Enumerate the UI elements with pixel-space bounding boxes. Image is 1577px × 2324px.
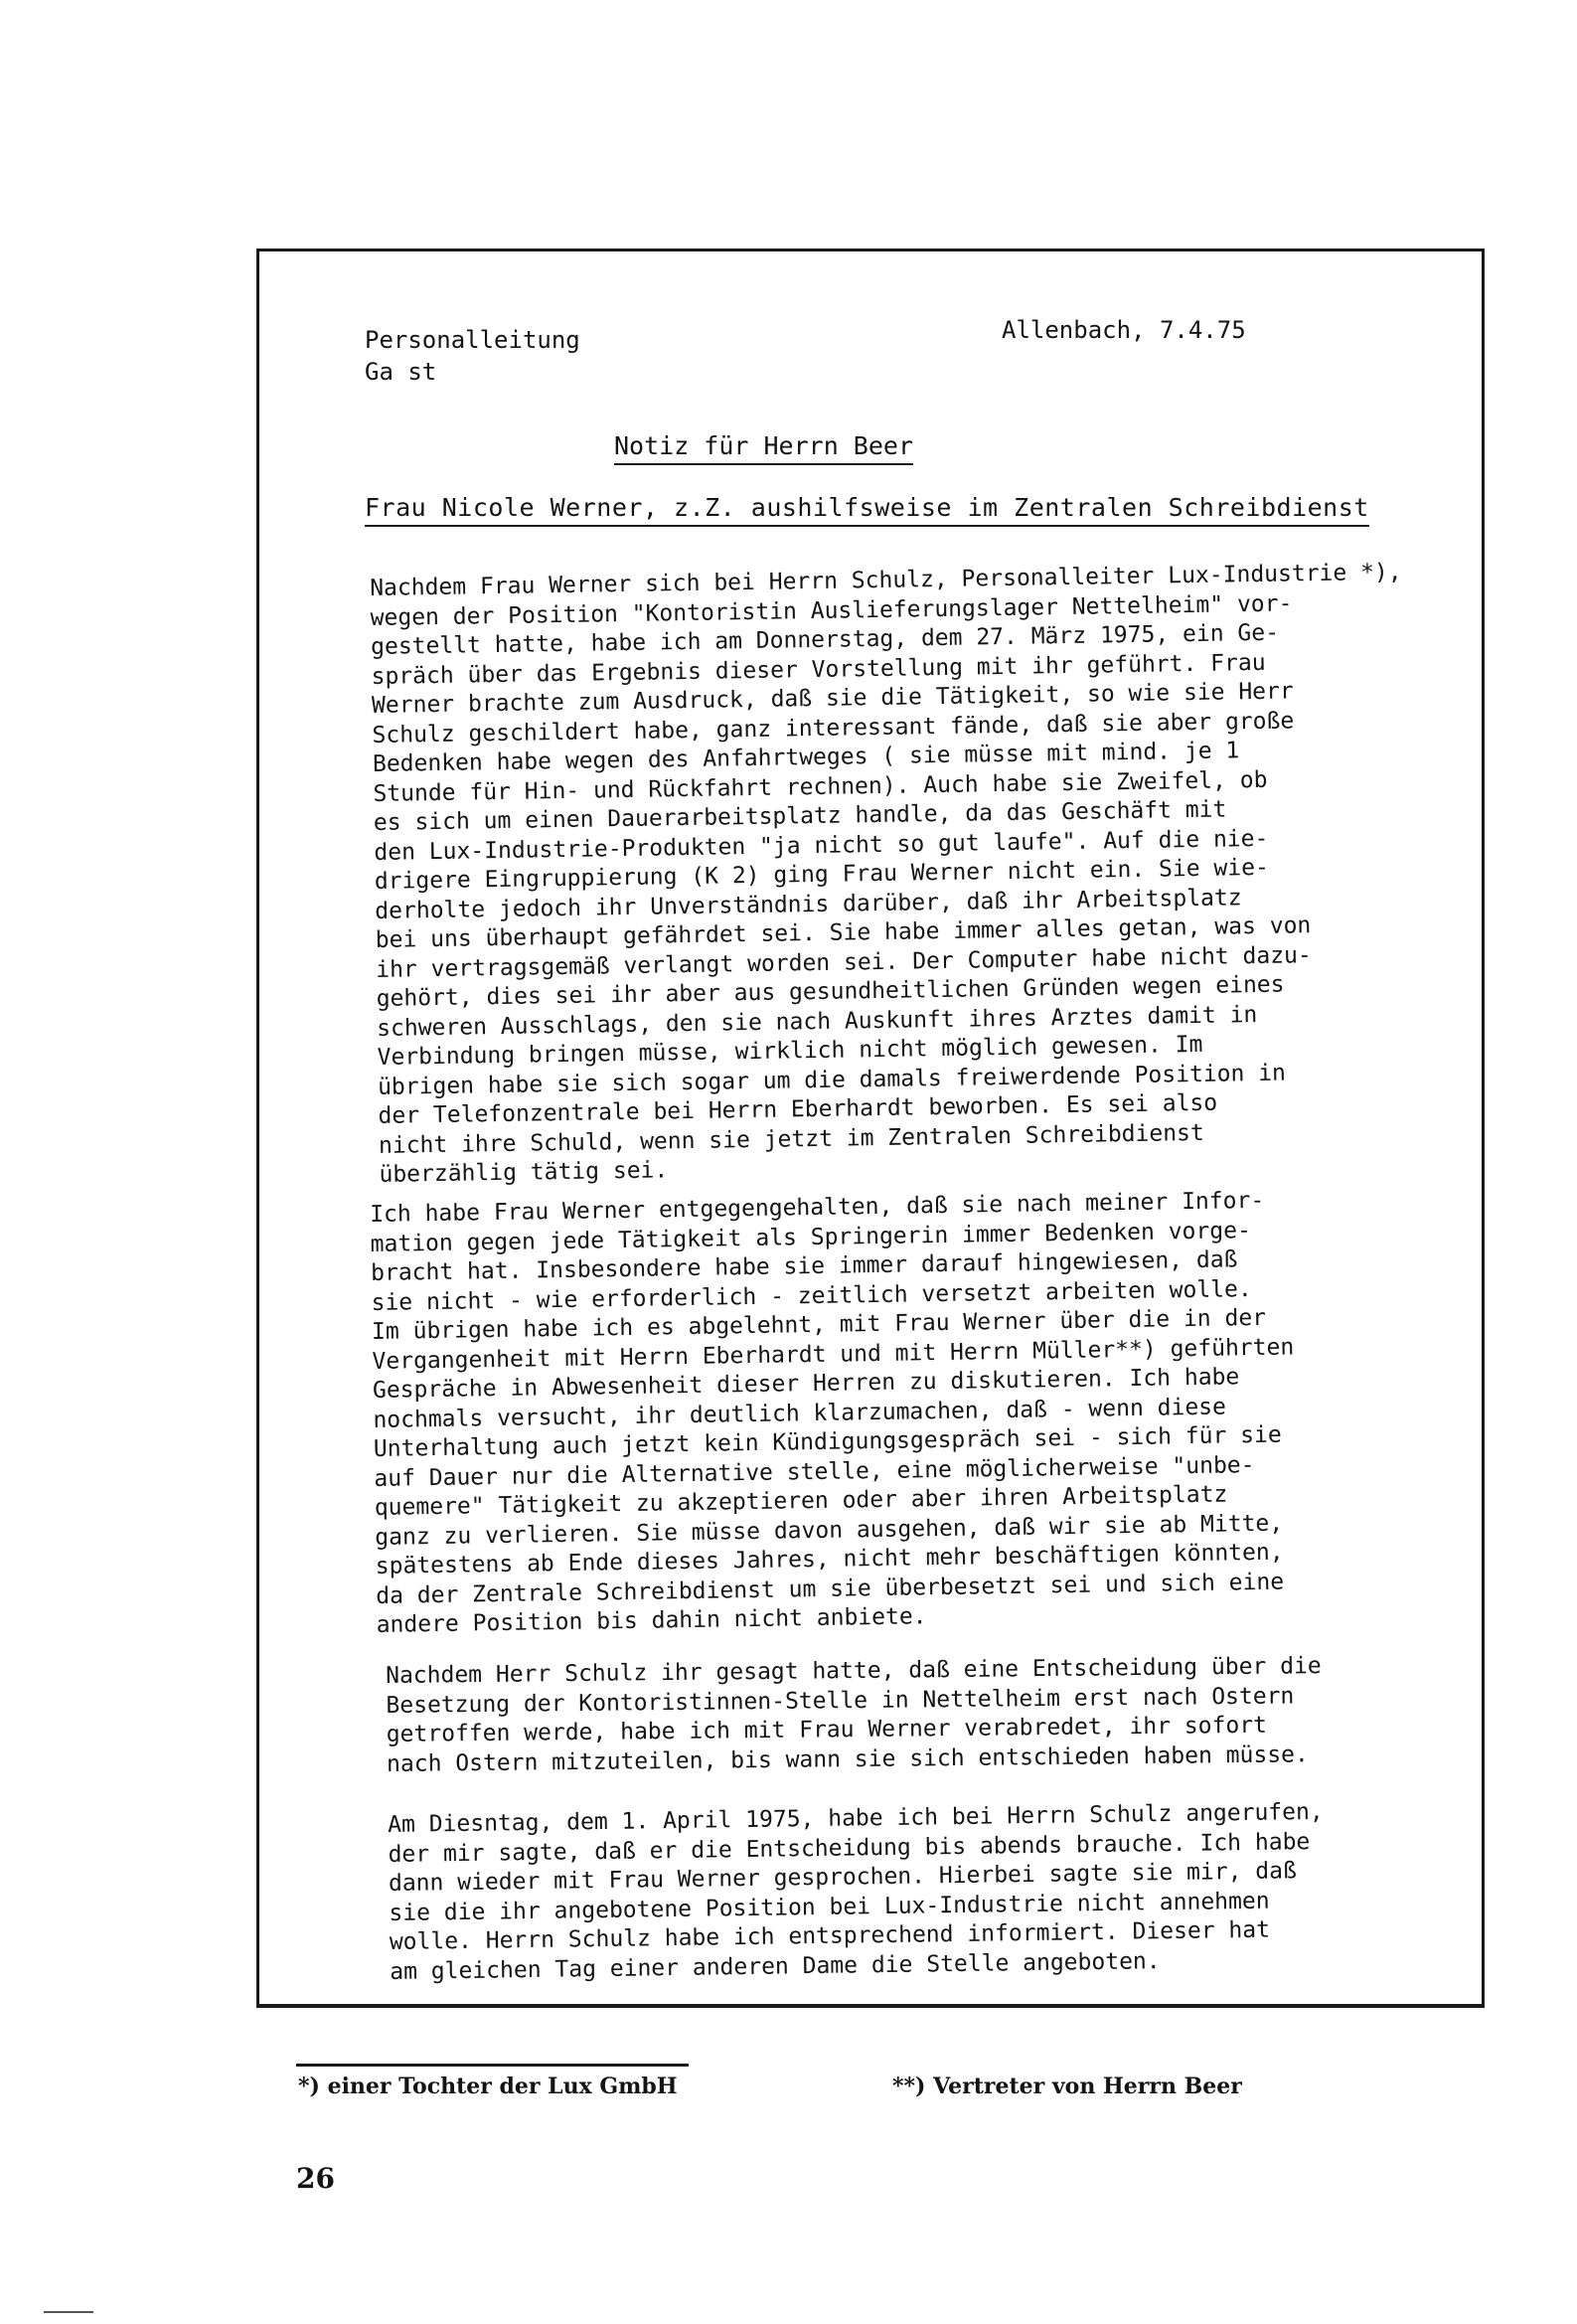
text-line: andere Position bis dahin nicht anbiete. — [376, 1603, 927, 1638]
memo-title: Notiz für Herrn Beer — [614, 431, 913, 465]
memo-title-wrap — [0, 431, 1577, 465]
memo-subject: Frau Nicole Werner, z.Z. aushilfsweise im Zentralen Schreibdienst — [365, 493, 1369, 527]
text-line: Bedenken habe wegen des Anfahrtweges ( sie müsse mit mind. je 1 — [372, 738, 1240, 777]
text-line: Verbindung bringen müsse, wirklich nicht möglich gewesen. Im — [377, 1031, 1203, 1071]
text-line: gestellt hatte, habe ich am Donnerstag, dem 27. März 1975, ein Ge- — [370, 619, 1280, 660]
sender-initials: Ga st — [365, 358, 437, 386]
text-line: ganz zu verlieren. Sie müsse davon ausgehen, daß wir sie ab Mitte, — [375, 1510, 1284, 1551]
text-line: überzählig tätig sei. — [379, 1157, 669, 1188]
body-paragraph-4 — [388, 1797, 1383, 1987]
text-line: dann wieder mit Frau Werner gesprochen. Hierbei sagte sie mir, daß — [388, 1858, 1298, 1897]
text-line: bei uns überhaupt gefährdet sei. Sie habe immer alles getan, was von — [375, 913, 1312, 953]
footnote-1: *) einer Tochter der Lux GmbH — [298, 2074, 678, 2099]
text-line: bracht hat. Insbesondere habe sie immer darauf hingewiesen, daß — [370, 1246, 1238, 1286]
text-line: Nachdem Frau Werner sich bei Herrn Schulz, Personalleiter Lux-Industrie *), — [370, 559, 1402, 601]
text-line: Am Diesntag, dem 1. April 1975, habe ich bei Herrn Schulz angerufen, — [388, 1798, 1324, 1838]
text-line: Besetzung der Kontoristinnen-Stelle in Nettelheim erst nach Ostern — [386, 1682, 1295, 1719]
text-line: übrigen habe sie sich sogar um die damals freiwerdende Position in — [377, 1060, 1287, 1100]
text-line: Im übrigen habe ich es abgelehnt, mit Frau Werner über die in der — [371, 1304, 1267, 1345]
text-line: nicht ihre Schuld, wenn sie jetzt im Zentralen Schreibdienst — [378, 1119, 1204, 1159]
text-line: sie die ihr angebotene Position bei Lux-Industrie nicht annehmen — [389, 1888, 1270, 1926]
text-line: spätestens ab Ende dieses Jahres, nicht mehr beschäftigen könnten, — [375, 1539, 1284, 1579]
text-line: sie nicht - wie erforderlich - zeitlich versetzt arbeiten wolle. — [371, 1275, 1252, 1316]
body-paragraph-3 — [386, 1652, 1380, 1779]
text-line: nach Ostern mitzuteilen, bis wann sie sich entschieden haben müsse. — [386, 1741, 1309, 1777]
text-line: wolle. Herrn Schulz habe ich entsprechend informiert. Dieser hat — [389, 1916, 1271, 1955]
body-paragraph-1 — [370, 559, 1402, 1190]
place-date: Allenbach, 7.4.75 — [1002, 316, 1246, 344]
text-line: derholte jedoch ihr Unverständnis darüber, daß ihr Arbeitsplatz — [375, 884, 1242, 924]
text-line: auf Dauer nur die Alternative stelle, eine möglicherweise "unbe- — [374, 1451, 1255, 1492]
text-line: getroffen werde, habe ich mit Frau Werner verabredet, ihr sofort — [386, 1712, 1268, 1747]
text-line: Ich habe Frau Werner entgegengehalten, daß sie nach meiner Infor- — [370, 1187, 1265, 1228]
text-line: am gleichen Tag einer anderen Dame die Stelle angeboten. — [390, 1947, 1161, 1985]
text-line: Gespräche in Abwesenheit dieser Herren zu diskutieren. Ich habe — [372, 1364, 1240, 1404]
text-line: Nachdem Herr Schulz ihr gesagt hatte, daß eine Entscheidung über die — [386, 1653, 1322, 1689]
page-number: 26 — [296, 2162, 335, 2195]
text-line: Stunde für Hin- und Rückfahrt rechnen). Auch habe sie Zweifel, ob — [373, 766, 1268, 807]
text-line: der mir sagte, daß er die Entscheidung bis abends brauche. Ich habe — [388, 1828, 1311, 1868]
text-line: gehört, dies sei ihr aber aus gesundheitlichen Gründen wegen eines — [376, 971, 1285, 1012]
text-line: wegen der Position "Kontoristin Auslieferungslager Nettelheim" vor- — [370, 589, 1293, 631]
text-line: da der Zentrale Schreibdienst um sie überbesetzt sei und sich eine — [376, 1569, 1285, 1609]
text-line: quemere" Tätigkeit zu akzeptieren oder aber ihren Arbeitsplatz — [374, 1481, 1228, 1521]
text-line: schweren Ausschlags, den sie nach Auskunft ihres Arztes damit in — [376, 1001, 1258, 1042]
text-line: Vergangenheit mit Herrn Eberhardt und mit Herrn Müller**) geführten — [372, 1333, 1295, 1375]
text-line: drigere Eingruppierung (K 2) ging Frau Werner nicht ein. Sie wie- — [374, 854, 1270, 895]
text-line: mation gegen jede Tätigkeit als Springerin immer Bedenken vorge- — [370, 1217, 1251, 1257]
text-line: spräch über das Ergebnis dieser Vorstellung mit ihr geführt. Frau — [371, 649, 1266, 690]
department-label: Personalleitung — [365, 326, 580, 354]
text-line: Werner brachte zum Ausdruck, daß sie die Tätigkeit, so wie sie Herr — [371, 678, 1294, 719]
text-line: Schulz geschildert habe, ganz interessant fände, daß sie aber große — [372, 707, 1295, 748]
text-line: ihr vertragsgemäß verlangt worden sei. Der Computer habe nicht dazu- — [376, 941, 1312, 983]
text-line: der Telefonzentrale bei Herrn Eberhardt beworben. Es sei also — [378, 1089, 1218, 1129]
text-line: es sich um einen Dauerarbeitsplatz handle, da das Geschäft mit — [373, 796, 1227, 836]
body-paragraph-2 — [370, 1185, 1370, 1640]
text-line: Unterhaltung auch jetzt kein Kündigungsgespräch sei - sich für sie — [373, 1421, 1282, 1462]
footnote-2: **) Vertreter von Herrn Beer — [892, 2074, 1242, 2099]
scan-artifact — [44, 2311, 93, 2313]
text-line: nochmals versucht, ihr deutlich klarzumachen, daß - wenn diese — [373, 1393, 1227, 1433]
text-line: den Lux-Industrie-Produkten "ja nicht so gut laufe". Auf die nie- — [374, 825, 1269, 866]
footnote-rule — [296, 2064, 689, 2067]
sender-block — [365, 324, 580, 388]
